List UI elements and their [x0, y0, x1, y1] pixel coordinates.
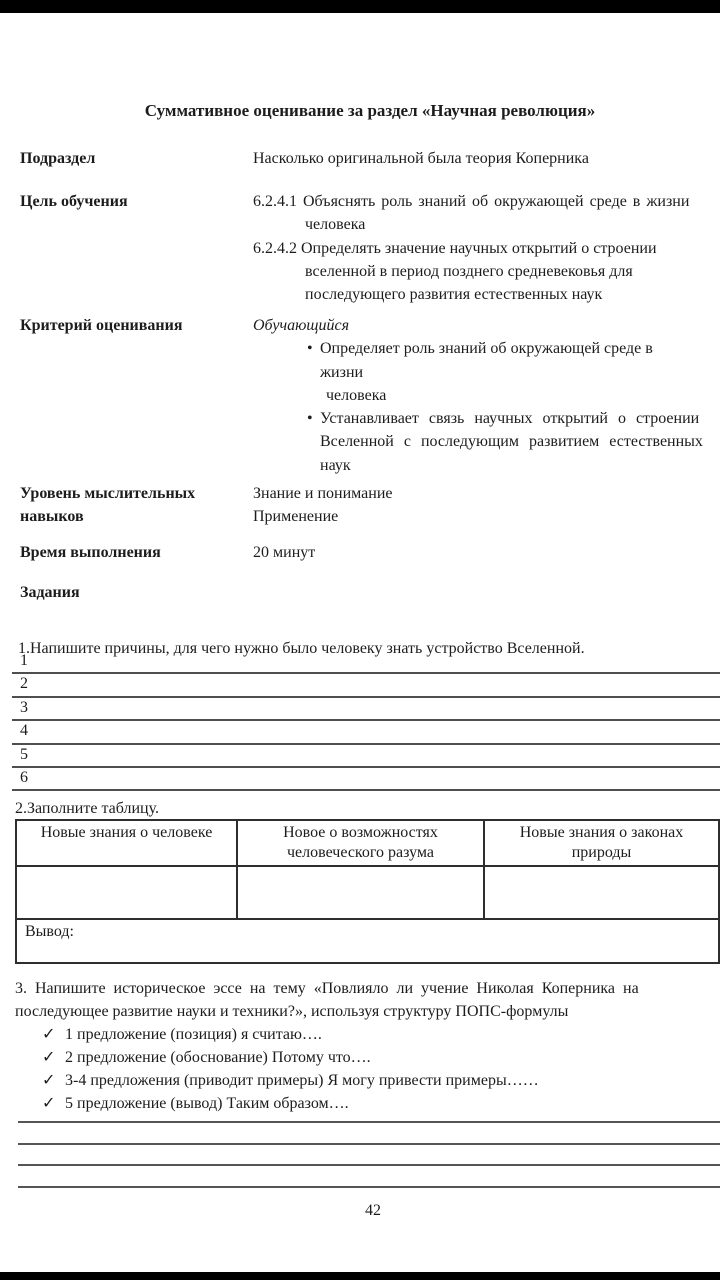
answer-row: 1 — [12, 651, 720, 674]
checklist-item: ✓ 3-4 предложения (приводит примеры) Я могу привести примеры…… — [42, 1069, 720, 1092]
duration-label: Время выполнения — [20, 544, 161, 561]
learning-goal-value — [253, 190, 689, 306]
checkmark-icon: ✓ — [42, 1072, 56, 1089]
criteria-value — [253, 314, 703, 477]
task2-table — [15, 819, 720, 964]
conclusion-cell: Вывод: — [16, 919, 719, 963]
task2-prompt: 2.Заполните таблицу. — [15, 800, 159, 817]
duration-value: 20 минут — [253, 544, 316, 561]
table-conclusion-row — [16, 919, 719, 963]
thinking-skills-label: Уровень мыслительных навыков — [20, 485, 196, 526]
criteria-label: Критерий оценивания — [20, 317, 183, 334]
learning-goal-label: Цель обучения — [20, 193, 128, 210]
subsection-value: Насколько оригинальной была теория Коперника — [253, 150, 589, 167]
criteria-bullet-1 — [253, 337, 703, 360]
criteria-text: человека — [326, 386, 387, 404]
thinking-skills-value: Знание и понимание Применение — [253, 485, 393, 526]
task1-prompt: 1.Напишите причины, для чего нужно было человеку знать устройство Вселенной. — [18, 640, 585, 657]
goal-line: человека — [305, 216, 366, 234]
goal-line: вселенной в период позднего средневековья для — [305, 262, 633, 280]
table-cell — [237, 866, 484, 919]
criteria-bullet-2 — [253, 407, 703, 430]
criteria-text: Устанавливает связь научных открытий о строении — [320, 410, 700, 428]
answer-line — [18, 1164, 720, 1166]
page-number: 42 — [365, 1202, 381, 1219]
checklist-item: ✓ 5 предложение (вывод) Таким образом…. — [42, 1092, 720, 1115]
criteria-text: Определяет роль знаний об окружающей среде в — [320, 340, 653, 358]
answer-row: 4 — [12, 721, 720, 744]
goal-line: последующего развития естественных наук — [305, 286, 603, 304]
checklist-item: ✓ 2 предложение (обоснование) Потому что…. — [42, 1046, 720, 1069]
bottom-letterbox-bar — [0, 1272, 720, 1280]
answer-line — [18, 1186, 720, 1188]
bullet-icon: • — [307, 410, 313, 428]
criteria-text: наук — [320, 456, 351, 474]
criteria-text: жизни — [320, 363, 364, 381]
table-header-cell: Новое о возможностях человеческого разума — [237, 820, 484, 866]
table-header-row — [16, 820, 719, 866]
answer-line — [18, 1121, 720, 1123]
task1-answer-rows — [12, 651, 720, 791]
answer-row: 2 — [12, 674, 720, 697]
table-cell — [484, 866, 719, 919]
task3-prompt: последующее развитие науки и техники?», используя структуру ПОПС-формулы — [15, 1003, 569, 1020]
table-empty-row — [16, 866, 719, 919]
answer-row: 3 — [12, 698, 720, 721]
bullet-icon: • — [307, 340, 313, 358]
table-cell — [16, 866, 237, 919]
goal-line: 6.2.4.1 Объяснять роль знаний об окружающей среде в жизни — [253, 193, 690, 210]
answer-line — [18, 1143, 720, 1145]
tasks-heading: Задания — [20, 584, 80, 601]
task3-prompt: 3. Напишите историческое эссе на тему «Повлияло ли учение Николая Коперника на — [15, 980, 639, 997]
checklist-item: ✓ 1 предложение (позиция) я считаю…. — [42, 1023, 720, 1046]
subsection-label: Подраздел — [20, 150, 96, 167]
checkmark-icon: ✓ — [42, 1049, 56, 1066]
table-header-cell: Новые знания о законах природы — [484, 820, 719, 866]
answer-row: 5 — [12, 745, 720, 768]
top-letterbox-bar — [0, 0, 720, 13]
criteria-intro: Обучающийся — [253, 317, 350, 334]
document-title: Суммативное оценивание за раздел «Научная революция» — [144, 101, 596, 120]
goal-line: 6.2.4.2 Определять значение научных открытий о строении — [253, 239, 657, 257]
table-header-cell: Новые знания о человеке — [16, 820, 237, 866]
answer-row: 6 — [12, 768, 720, 791]
checkmark-icon: ✓ — [42, 1026, 56, 1043]
checkmark-icon: ✓ — [42, 1095, 56, 1112]
criteria-text: Вселенной с последующим развитием естественных — [320, 433, 703, 451]
